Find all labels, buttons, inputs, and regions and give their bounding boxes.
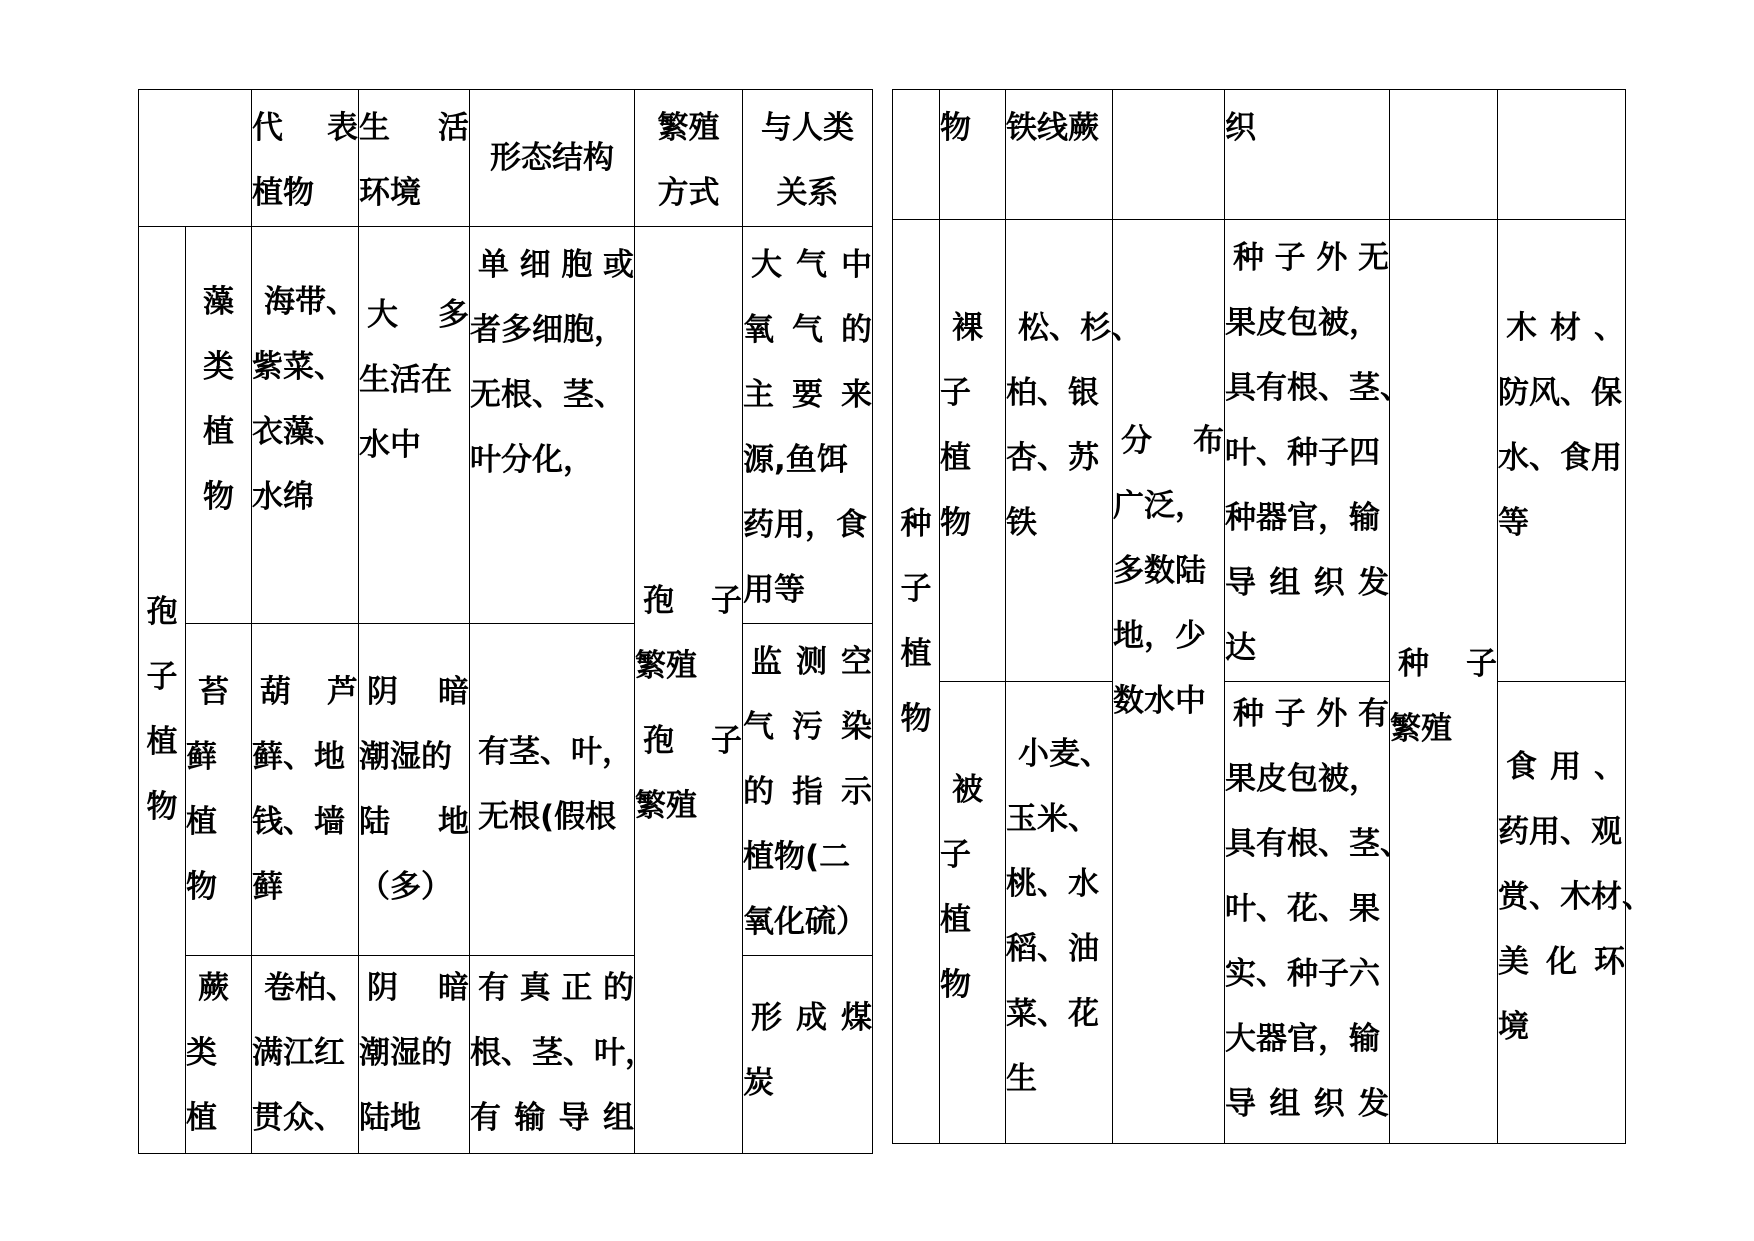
plant-line: 水绵 — [252, 479, 314, 515]
plant-line: 松、杉、 — [1018, 309, 1142, 346]
category-char: 植 — [940, 901, 971, 938]
structure-line: 导组织发 — [1225, 565, 1389, 601]
header-fanzhi-line: 方式 — [657, 175, 720, 211]
plant-line: 藓、地 — [252, 738, 345, 775]
plant-line: 小麦、 — [1018, 736, 1111, 772]
algae-environment — [359, 227, 470, 624]
angiosperm-structure — [1225, 682, 1411, 1144]
environment-line: 生活在 — [359, 361, 452, 398]
reproduction-line: 孢 子 — [643, 723, 742, 759]
header-fanzhi — [635, 90, 743, 227]
relation-line: 药用、观 — [1498, 814, 1622, 850]
structure-line: 果皮包被， — [1225, 761, 1380, 797]
relation-line: 的指示 — [743, 774, 872, 810]
plant-line: 紫菜、 — [252, 349, 345, 385]
relation-line: 境 — [1498, 1009, 1529, 1045]
relation-line: 防风、保 — [1498, 374, 1622, 411]
environment-line: 阴 暗 — [367, 673, 469, 710]
category-char: 子 — [940, 374, 971, 411]
group-spore-plants — [139, 227, 186, 1154]
plant-line: 稻、油 — [1006, 931, 1099, 967]
relation-line: 氧化硫） — [743, 904, 867, 940]
plant-line: 柏、银 — [1006, 374, 1099, 411]
fern-relation — [743, 956, 873, 1154]
category-char: 物 — [203, 479, 234, 515]
relation-line: 监测空 — [751, 644, 872, 680]
plant-line: 玉米、 — [1006, 801, 1099, 837]
algae-structure — [470, 227, 635, 624]
plant-line: 衣藻、 — [252, 414, 345, 450]
relation-line: 主要来 — [743, 377, 872, 413]
structure-line: 有茎、叶， — [478, 733, 633, 770]
moss-category — [186, 624, 252, 956]
gymnosperm-category — [940, 220, 1006, 682]
structure-line: 叶、花、果 — [1225, 891, 1380, 927]
structure-line: 根、茎、叶， — [470, 1035, 656, 1071]
distribution-line: 地，少 — [1113, 618, 1206, 654]
fern-plants — [252, 956, 359, 1154]
plant-line: 葫 芦 — [260, 673, 358, 710]
top-blank-cell — [1390, 90, 1498, 220]
relation-line: 等 — [1498, 504, 1529, 541]
plant-line: 贯众、 — [252, 1100, 345, 1136]
angiosperm-category — [940, 682, 1006, 1144]
moss-environment — [359, 624, 470, 956]
top-structure-fragment: 织 — [1225, 90, 1390, 220]
relation-line: 美化环 — [1498, 944, 1625, 980]
category-char: 物 — [186, 868, 217, 905]
structure-line: 有真正的 — [478, 970, 634, 1006]
relation-line: 炭 — [743, 1065, 774, 1101]
seed-reproduction — [1390, 220, 1498, 1144]
structure-line: 单细胞或 — [478, 247, 634, 283]
relation-line: 用等 — [743, 572, 805, 608]
relation-line: 植物(二 — [743, 839, 851, 875]
group-char: 植 — [146, 724, 178, 760]
plant-line: 海带、 — [264, 284, 357, 320]
distribution-line: 数水中 — [1113, 683, 1206, 719]
group-char: 子 — [146, 659, 178, 695]
plant-line: 满江红 — [252, 1035, 345, 1071]
fern-environment — [359, 956, 470, 1154]
plant-line: 铁 — [1006, 504, 1037, 541]
gymnosperm-plants — [1006, 220, 1142, 682]
category-char: 植 — [186, 1100, 217, 1136]
distribution-line: 分 布 — [1121, 423, 1224, 459]
spore-reproduction — [635, 227, 743, 1154]
environment-line: 阴 暗 — [367, 970, 469, 1006]
category-char: 类 — [203, 349, 234, 385]
reproduction-line: 繁殖 — [635, 648, 697, 684]
structure-line: 无根、茎、 — [470, 377, 625, 413]
header-huanjing-line: 环境 — [359, 175, 421, 211]
reproduction-line: 孢 子 — [643, 583, 742, 619]
structure-line: 种子外有 — [1233, 696, 1389, 732]
relation-line: 气污染 — [743, 709, 872, 745]
group-char: 种 — [900, 505, 932, 542]
header-daibiao — [252, 90, 359, 227]
header-guanxi-line: 与人类 — [761, 110, 854, 146]
reproduction-line: 种 子 — [1398, 646, 1497, 682]
environment-line: （多） — [359, 868, 452, 905]
category-char: 植 — [940, 439, 971, 476]
header-fanzhi-line: 繁殖 — [657, 110, 720, 146]
structure-line: 种子外无 — [1233, 240, 1389, 276]
structure-line: 叶、种子四 — [1225, 435, 1380, 471]
gymnosperm-structure — [1225, 220, 1411, 682]
seed-distribution — [1113, 220, 1225, 1144]
plant-line: 藓 — [252, 868, 283, 905]
moss-structure — [470, 624, 635, 956]
structure-line: 大器官，输 — [1225, 1021, 1380, 1057]
plant-line: 生 — [1006, 1061, 1037, 1097]
relation-line: 木材、 — [1506, 309, 1625, 346]
left-table — [138, 89, 873, 1154]
header-huanjing-line: 生 活 — [359, 110, 469, 146]
group-char: 物 — [900, 700, 932, 737]
plant-line: 杏、苏 — [1006, 439, 1099, 476]
structure-line: 者多细胞， — [470, 312, 625, 348]
structure-line: 叶分化， — [470, 442, 594, 478]
header-guanxi-line: 关系 — [776, 175, 839, 211]
angiosperm-relation — [1498, 682, 1653, 1144]
header-xingtai: 形态结构 — [470, 90, 635, 227]
reproduction-line: 繁殖 — [635, 788, 697, 824]
top-blank-cell — [1498, 90, 1626, 220]
header-daibiao-line: 代 表 — [252, 110, 358, 146]
group-char: 孢 — [146, 594, 178, 630]
category-char: 苔 — [198, 673, 229, 710]
gymnosperm-relation — [1498, 220, 1626, 682]
relation-line: 食用、 — [1506, 749, 1625, 785]
relation-line: 源,鱼饵 — [743, 442, 848, 478]
distribution-line: 广泛， — [1113, 488, 1206, 524]
structure-line: 实、种子六 — [1225, 956, 1380, 992]
moss-relation — [743, 624, 873, 956]
environment-line: 潮湿的 — [359, 738, 452, 775]
category-char: 藓 — [186, 738, 217, 775]
plant-line: 菜、花 — [1006, 996, 1099, 1032]
category-char: 蕨 — [198, 970, 229, 1006]
category-char: 物 — [940, 504, 971, 541]
plant-line: 卷柏、 — [264, 970, 357, 1006]
plant-line: 钱、墙 — [252, 803, 345, 840]
category-char: 类 — [186, 1035, 217, 1071]
structure-line: 具有根、茎、 — [1225, 826, 1411, 862]
structure-line: 具有根、茎、 — [1225, 370, 1411, 406]
header-guanxi — [743, 90, 873, 227]
category-char: 子 — [940, 836, 971, 873]
fern-category — [186, 956, 252, 1154]
fern-structure — [470, 956, 656, 1154]
header-huanjing — [359, 90, 470, 227]
structure-line: 无根(假根 — [478, 798, 617, 835]
group-char: 植 — [900, 635, 932, 672]
moss-plants — [252, 624, 359, 956]
plant-line: 桃、水 — [1006, 866, 1099, 902]
reproduction-line: 繁殖 — [1390, 711, 1452, 747]
category-char: 裸 — [952, 309, 983, 346]
environment-line: 大 多 — [367, 296, 469, 333]
category-char: 物 — [940, 966, 971, 1003]
angiosperm-plants — [1006, 682, 1113, 1144]
structure-line: 果皮包被， — [1225, 305, 1380, 341]
right-table — [892, 89, 1653, 1144]
algae-relation — [743, 227, 873, 624]
top-plants-fragment: 铁线蕨 — [1006, 90, 1113, 220]
group-char: 物 — [146, 789, 178, 825]
environment-line: 潮湿的 — [359, 1035, 452, 1071]
top-category-fragment: 物 — [940, 90, 1006, 220]
algae-category — [186, 227, 252, 624]
group-seed-plants — [893, 220, 940, 1144]
relation-line: 形成煤 — [751, 1000, 872, 1036]
structure-line: 种器官，输 — [1225, 500, 1380, 536]
environment-line: 水中 — [359, 426, 421, 463]
group-char: 子 — [900, 570, 932, 607]
relation-line: 赏、木材、 — [1498, 879, 1653, 915]
relation-line: 氧气的 — [743, 312, 872, 348]
header-blank-cell — [139, 90, 252, 227]
relation-line: 水、食用 — [1498, 439, 1622, 476]
environment-line: 陆地 — [359, 1100, 421, 1136]
structure-line: 达 — [1225, 630, 1256, 666]
category-char: 被 — [952, 771, 983, 808]
header-daibiao-line: 植物 — [252, 175, 314, 211]
relation-line: 药用，食 — [743, 507, 867, 543]
category-char: 植 — [203, 414, 234, 450]
algae-plants — [252, 227, 359, 624]
structure-line: 导组织发 — [1225, 1086, 1389, 1122]
top-blank-cell — [893, 90, 940, 220]
environment-line: 陆 地 — [359, 803, 469, 840]
top-blank-cell — [1113, 90, 1225, 220]
category-char: 藻 — [203, 284, 234, 320]
structure-line: 有输导组 — [470, 1100, 634, 1136]
category-char: 植 — [186, 803, 217, 840]
distribution-line: 多数陆 — [1113, 553, 1206, 589]
relation-line: 大气中 — [751, 247, 872, 283]
